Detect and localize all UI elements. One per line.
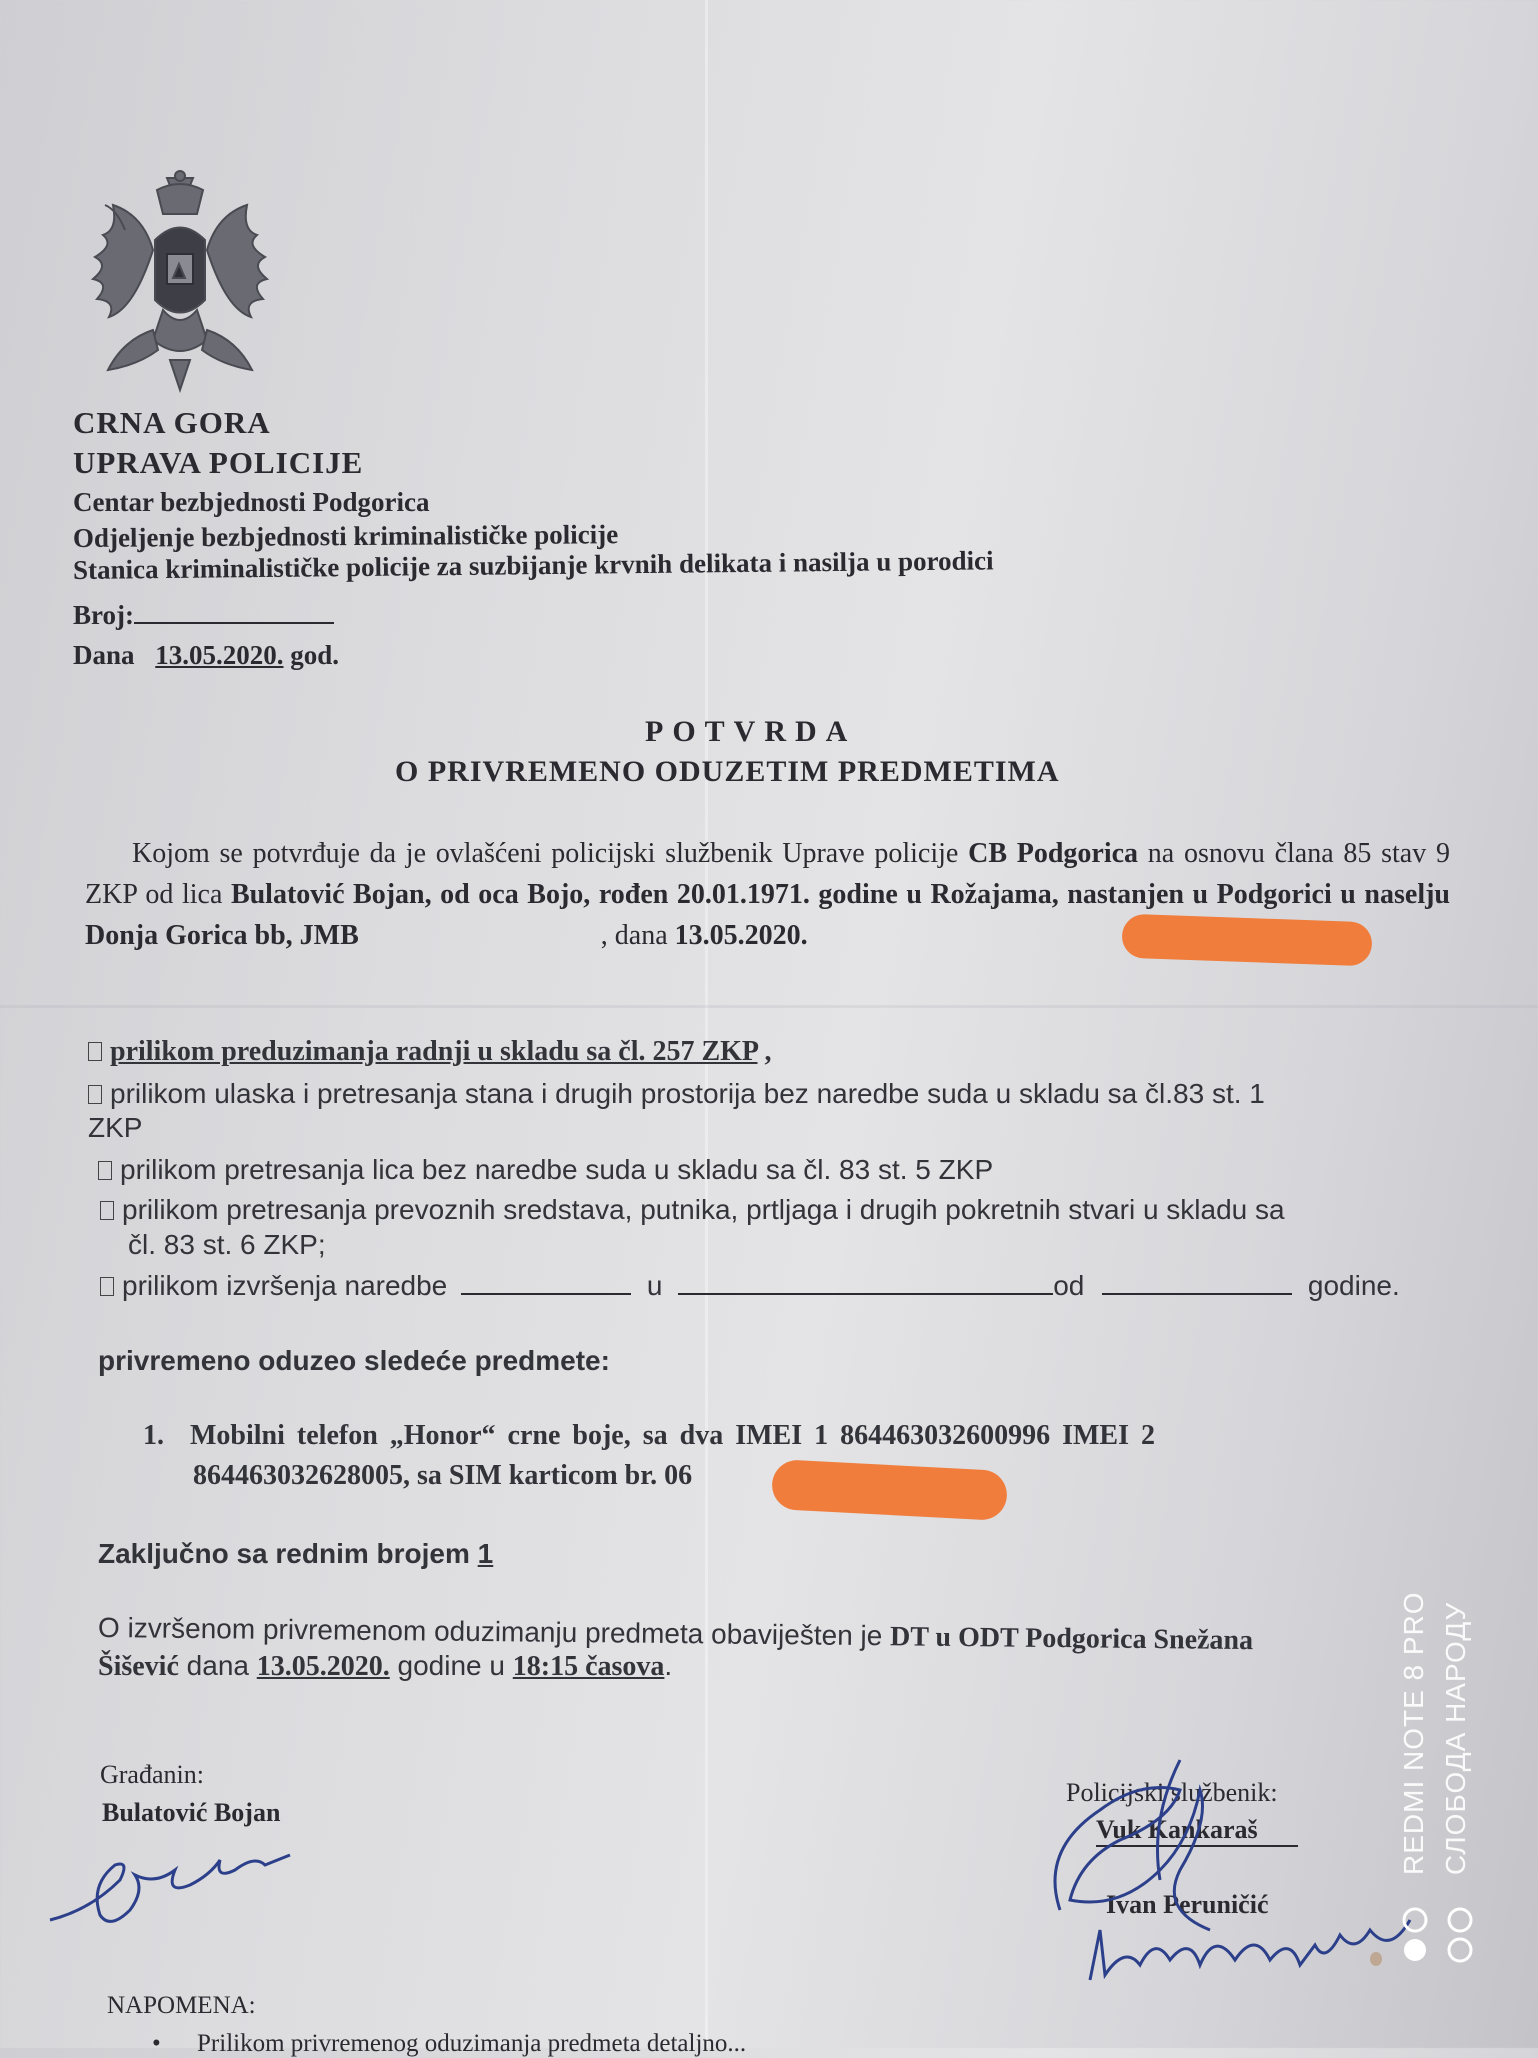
- officer-name-1: Vuk Kankaraš: [1096, 1815, 1298, 1847]
- paper-fold-vertical: [705, 0, 708, 2048]
- document-subtitle: O PRIVREMENO ODUZETIM PREDMETIMA: [395, 755, 1060, 788]
- notice-prosecutor-surname: Šišević: [98, 1651, 179, 1682]
- redaction-jmb: [1121, 914, 1372, 967]
- option-1-checkbox[interactable]: [88, 1042, 102, 1061]
- intro-text-3: , dana: [600, 920, 675, 951]
- option-5-u: u: [646, 1270, 663, 1301]
- intro-text-2: na osnovu člana 85 stav 9 ZKP od lica: [85, 838, 1450, 910]
- bullet-icon: •: [152, 2030, 161, 2057]
- option-1: [88, 1036, 772, 1068]
- option-4-text: prilikom pretresanja prevoznih sredstava, putnika, prtljaga i drugih pokretnih stvari u skladu sa: [122, 1194, 1285, 1225]
- header-department: Odjeljenje bezbjednosti kriminalističke policije: [72, 519, 619, 553]
- notice-text-1: O izvršenom privremenom oduzimanju predmeta obaviješten je: [97, 1612, 891, 1652]
- date-value: 13.05.2020.: [155, 640, 284, 670]
- officer-name-2: Ivan Peruničić: [1106, 1890, 1269, 1919]
- citizen-signature: [45, 1820, 305, 1940]
- order-number-blank: [461, 1292, 631, 1295]
- notice-text-2: dana: [178, 1650, 257, 1681]
- note-label: NAPOMENA:: [107, 1992, 256, 2019]
- date-label: Dana: [73, 640, 135, 670]
- option-4-checkbox[interactable]: [100, 1201, 114, 1220]
- intro-station: CB Podgorica: [968, 838, 1139, 869]
- header-station: Stanica kriminalističke policije za suzbijanje krvnih delikata i nasilja u porodici: [72, 545, 994, 585]
- item-1-line-1: [143, 1420, 1155, 1452]
- coat-of-arms-icon: [75, 170, 285, 400]
- item-1-text: Mobilni telefon „Honor“ crne boje, sa dva IMEI 1 864463032600996 IMEI 2: [190, 1420, 1155, 1451]
- note-text: Prilikom privremenog oduzimanja predmeta detaljno...: [197, 2030, 747, 2057]
- option-1-text: prilikom preduzimanja radnji u skladu sa čl. 257 ZKP: [110, 1036, 758, 1067]
- notice-date: 13.05.2020.: [256, 1651, 390, 1682]
- header-country: CRNA GORA: [73, 405, 271, 440]
- header-number: [73, 600, 334, 631]
- number-blank: [134, 621, 334, 624]
- notice-text-4: .: [664, 1650, 673, 1681]
- note-bullet: [152, 2030, 746, 2058]
- camera-watermark: [1392, 1555, 1502, 1975]
- intro-date: 13.05.2020.: [674, 920, 808, 951]
- option-2-cont: ZKP: [88, 1112, 143, 1143]
- notice-prosecutor: DT u ODT Podgorica Snežana: [889, 1621, 1254, 1657]
- watermark-slogan: СЛОБОДА НАРОДУ: [1440, 1601, 1471, 1875]
- intro-text-1: Kojom se potvrđuje da je ovlašćeni policijski službenik Uprave policije: [132, 838, 969, 869]
- redaction-sim: [771, 1459, 1008, 1521]
- watermark-device: REDMI NOTE 8 PRO: [1398, 1591, 1429, 1875]
- option-2-checkbox[interactable]: [88, 1085, 102, 1104]
- option-4: [100, 1194, 1285, 1226]
- number-label: Broj:: [73, 600, 134, 630]
- seized-intro: privremeno oduzeo sledeće predmete:: [98, 1345, 610, 1376]
- order-date-blank: [1102, 1292, 1292, 1295]
- officer-label: Policijski službenik:: [1066, 1778, 1278, 1807]
- option-5-godine: godine.: [1307, 1270, 1400, 1301]
- conclusion: [98, 1538, 493, 1570]
- option-1-suffix: ,: [757, 1036, 772, 1067]
- citizen-label: Građanin:: [100, 1760, 204, 1789]
- citizen-name: Bulatović Bojan: [102, 1798, 281, 1827]
- option-2-text: prilikom ulaska i pretresanja stana i drugih prostorija bez naredbe suda u skladu sa čl.83 st. 1: [110, 1078, 1265, 1109]
- order-court-blank: [678, 1292, 1053, 1295]
- header-center: Centar bezbjednosti Podgorica: [73, 487, 430, 517]
- document-title: POTVRDA: [645, 715, 857, 748]
- conclusion-label: Zaključno sa rednim brojem: [98, 1538, 478, 1569]
- header-date: [73, 640, 339, 671]
- intro-person: Bulatović Bojan, od oca Bojo, rođen 20.01.1971. godine u Rožajama, nastanjen u Podgorici u naselju Donja Gorica bb, JMB: [85, 879, 1450, 951]
- notice-text-3: godine u: [389, 1650, 513, 1681]
- item-1-line-2: 864463032628005, sa SIM karticom br. 06: [193, 1460, 693, 1491]
- option-5-text: prilikom izvršenja naredbe: [122, 1270, 448, 1301]
- paper-stain: [1370, 1952, 1382, 1966]
- option-3-checkbox[interactable]: [98, 1161, 112, 1180]
- option-3-text: prilikom pretresanja lica bez naredbe suda u skladu sa čl. 83 st. 5 ZKP: [120, 1154, 994, 1185]
- watermark-logo-icon: [1400, 1905, 1490, 1965]
- notice-time: 18:15 časova: [512, 1651, 665, 1682]
- notice-line-2: [98, 1650, 672, 1683]
- conclusion-value: 1: [477, 1538, 494, 1569]
- header-agency: UPRAVA POLICIJE: [73, 445, 364, 480]
- option-3: [98, 1154, 993, 1186]
- option-5-checkbox[interactable]: [100, 1277, 114, 1296]
- option-5-od: od: [1053, 1270, 1085, 1301]
- item-1-number: 1.: [143, 1420, 164, 1451]
- option-2: [88, 1078, 1265, 1110]
- date-suffix: god.: [290, 640, 340, 670]
- option-4-cont: čl. 83 st. 6 ZKP;: [128, 1229, 326, 1260]
- paper-fold-horizontal: [0, 1005, 1538, 1008]
- option-5: [100, 1270, 1400, 1302]
